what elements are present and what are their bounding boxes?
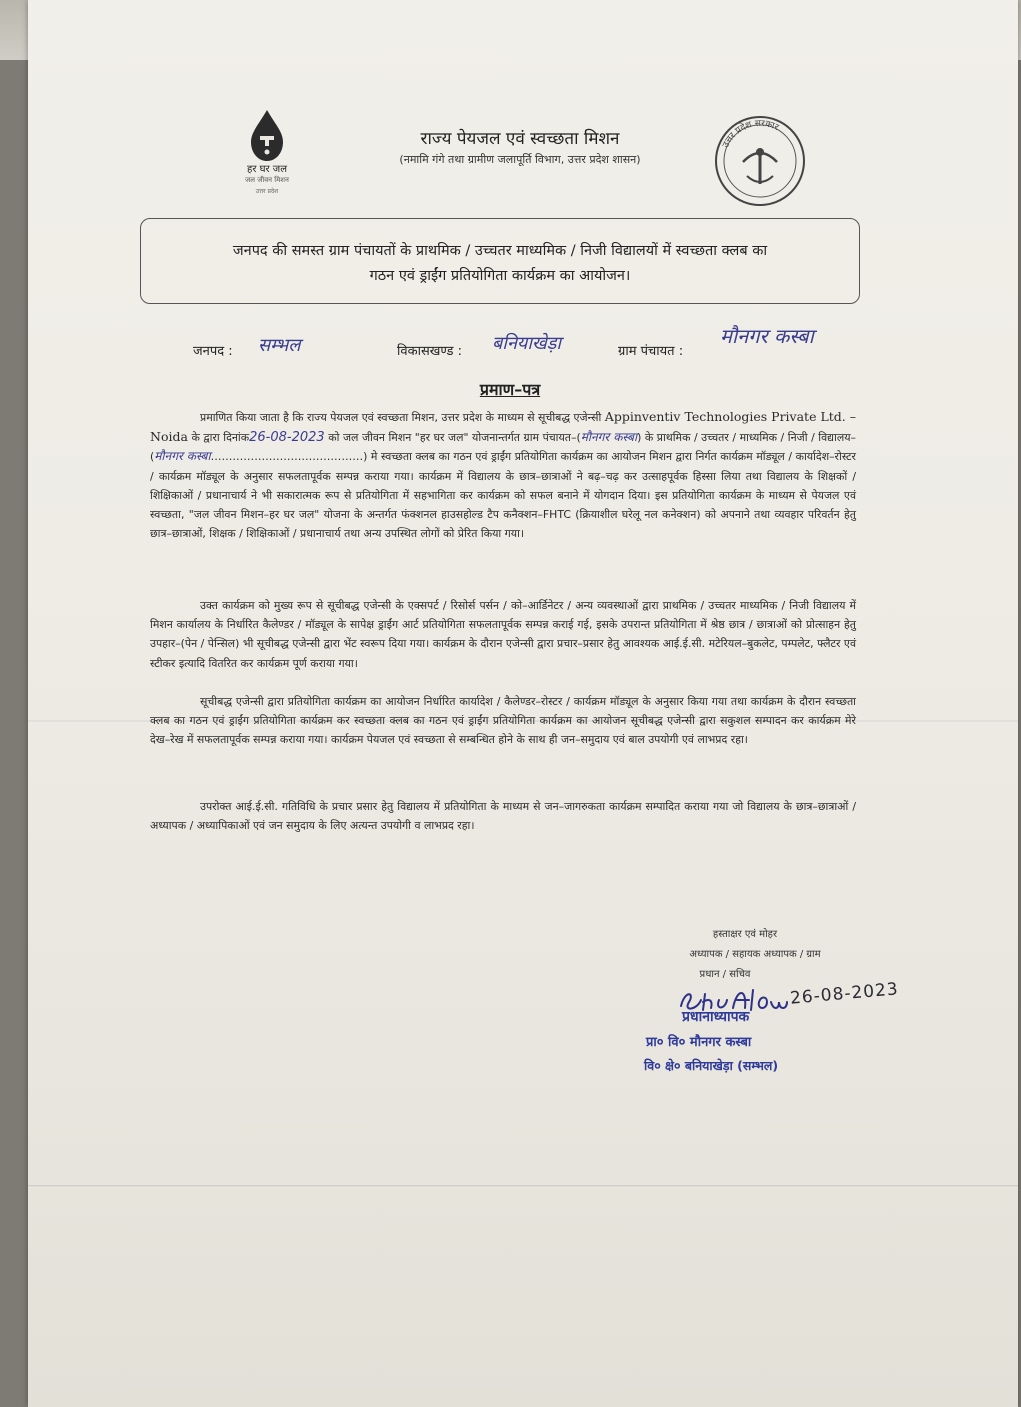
signatory-designation-2: प्रधान / सचिव bbox=[699, 969, 751, 980]
up-government-seal-icon bbox=[705, 114, 815, 209]
signature-label: हस्ताक्षर एवं मोहर bbox=[712, 929, 778, 940]
p1-text-e: ……………………………………) मे स्वच्छता क्लब का गठन एवं ड्राईंग प्रतियोगिता कार्यक्रम का आयोजन मिशन द्वारा निर्गत कार्यक्रम मॉड्यूल / कार्यादेश–रोस्टर / कार्यक्रम मॉड्यूल के अनुसार सफलतापूर्वक सम्पन्न कराया गया। कार्यक्रम में विद्यालय के छात्र–छात्राओं ने बढ़–चढ़ कर उत्साहपूर्वक हिस्सा लिया तथा विद्यालय के शिक्षकों / शिक्षिकाओं / प्रधानाचार्य ने भी सकारात्मक रूप से प्रतियोगिता में सहभागिता कर कार्यक्रम को सफल बनाने में योगदान दिया। इस प्रतियोगिता कार्यक्रम के माध्यम से पेयजल एवं स्वच्छता, "जल जीवन मिशन–हर घर जल" योजना के अन्तर्गत फंक्शनल हाउसहोल्ड टैप कनैक्शन–FHTC (क्रियाशील घरेलू नल कनेक्शन) को अपनाने तथा व्यवहार परिवर्तन हेतु छात्र–छात्राओं, शिक्षक / शिक्षिकाओं / प्रधानाचार्य तथा अन्य उपस्थित लोगों को प्रेरित किया गया। bbox=[150, 450, 856, 541]
gram-panchayat-label: ग्राम पंचायत : bbox=[618, 344, 684, 359]
logo-caption-3: उत्तर प्रदेश bbox=[255, 188, 279, 195]
signature-date: 26-08-2023 bbox=[789, 979, 900, 1009]
vikaskhand-value: बनियाखेड़ा bbox=[492, 333, 562, 354]
p1-text-a: प्रमाणित किया जाता है कि राज्य पेयजल एवं स्वच्छता मिशन, उत्तर प्रदेश के माध्यम से सूचीबद्ध एजेन्सी bbox=[200, 411, 602, 424]
p1-school-name: मौनगर कस्बा bbox=[154, 449, 211, 464]
program-date: 26-08-2023 bbox=[249, 430, 325, 446]
p1-text-d: ) के प्राथमिक / उच्चतर / माध्यमिक / निजी / विद्यालय–( bbox=[150, 431, 856, 464]
logo-caption: हर घर जल bbox=[247, 164, 287, 175]
seal-text: उत्तर प्रदेश सरकार bbox=[721, 118, 780, 150]
agency-name: Appinventiv Technologies Private Ltd. – Noida bbox=[150, 409, 856, 445]
paragraph-3 bbox=[150, 692, 856, 750]
gram-panchayat-value: मौनगर कस्बा bbox=[720, 324, 814, 348]
paragraph-2 bbox=[150, 596, 856, 673]
p3-text: सूचीबद्ध एजेन्सी द्वारा प्रतियोगिता कार्यक्रम का आयोजन निर्धारित कार्यादेश / कैलेण्डर–रोस्टर / कार्यक्रम मॉड्यूल के अनुसार किया गया तथा कार्यक्रम के दौरान स्वच्छता क्लब का गठन एवं ड्राईंग प्रतियोगिता कार्यक्रम कर स्वच्छता क्लब का गठन एवं ड्राईंग प्रतियोगिता कार्यक्रम का आयोजन सूचीबद्ध एजेन्सी द्वारा सकुशल सम्पादन कर कार्यक्रम मेरे देख–रेख में सफलतापूर्वक सम्पन्न कराया गया। कार्यक्रम पेयजल एवं स्वच्छता से सम्बन्धित होने के साथ ही जन–समुदाय एवं बाल उपयोगी एवं लाभप्रद रहा। bbox=[150, 695, 856, 747]
subject-box bbox=[140, 218, 860, 304]
p1-gram-panchayat: मौनगर कस्बा bbox=[580, 430, 638, 445]
p1-text-b: के द्वारा दिनांक bbox=[191, 431, 250, 445]
mission-title: राज्य पेयजल एवं स्वच्छता मिशन bbox=[420, 129, 620, 149]
paragraph-1 bbox=[150, 407, 856, 543]
stamp-school: प्रा० वि० मौनगर कस्बा bbox=[646, 1035, 752, 1050]
subject-line-2: गठन एवं ड्राईंग प्रतियोगिता कार्यक्रम का आयोजन। bbox=[369, 268, 631, 284]
certificate-title: प्रमाण–पत्र bbox=[479, 380, 541, 399]
water-drop-icon bbox=[247, 108, 287, 164]
mission-subtitle: (नमामि गंगे तथा ग्रामीण जलापूर्ति विभाग, उत्तर प्रदेश शासन) bbox=[399, 153, 641, 166]
stamp-designation: प्रधानाध्यापक bbox=[682, 1009, 750, 1025]
har-ghar-jal-logo bbox=[222, 108, 312, 208]
subject-line-1: जनपद की समस्त ग्राम पंचायतों के प्राथमिक / उच्चतर माध्यमिक / निजी विद्यालयों में स्वच्छता क्लब का bbox=[232, 243, 768, 259]
janpad-label: जनपद : bbox=[193, 344, 233, 359]
logo-caption-2: जल जीवन मिशन bbox=[245, 176, 289, 184]
paragraph-4 bbox=[150, 797, 856, 835]
signatory-designation: अध्यापक / सहायक अध्यापक / ग्राम bbox=[689, 949, 821, 960]
p4-text: उपरोक्त आई.ई.सी. गतिविधि के प्रचार प्रसार हेतु विद्यालय में प्रतियोगिता के माध्यम से जन–जागरुकता कार्यक्रम सम्पादित कराया गया जो विद्यालय के छात्र–छात्राओं / अध्यापक / अध्यापिकाओं एवं जन समुदाय के लिए अत्यन्त उपयोगी व लाभप्रद रहा। bbox=[150, 800, 856, 833]
paper-fold bbox=[28, 1185, 1018, 1188]
janpad-value: सम्भल bbox=[258, 335, 301, 356]
p2-text: उक्त कार्यक्रम को मुख्य रूप से सूचीबद्ध एजेन्सी के एक्सपर्ट / रिसोर्स पर्सन / को–आर्डिनेटर / अन्य व्यवस्थाओं द्वारा प्राथमिक / उच्चतर माध्यमिक / निजी विद्यालय में मिशन कार्यालय के निर्धारित कैलेण्डर / मॉड्यूल के सापेक्ष ड्राईंग आर्ट प्रतियोगिता सफलतापूर्वक सम्पन्न कराई गई, इसके उपरान्त प्रतियोगिता में श्रेष्ठ छात्र / छात्राओं को प्रोत्साहन हेतु उपहार–(पेन / पेन्सिल) भी सूचीबद्ध एजेन्सी द्वारा भेंट स्वरूप दिया गया। कार्यक्रम के दौरान एजेन्सी द्वारा प्रचार–प्रसार हेतु आवश्यक आई.ई.सी. मटेरियल–बुकलेट, पम्पलेट, फ्लैटर एवं स्टीकर इत्यादि वितरित कर कार्यक्रम पूर्ण कराया गया। bbox=[150, 599, 856, 670]
stamp-block: वि० क्षे० बनियाखेड़ा (सम्भल) bbox=[644, 1058, 779, 1073]
p1-text-c: को जल जीवन मिशन "हर घर जल" योजनान्तर्गत ग्राम पंचायत–( bbox=[328, 431, 581, 445]
vikaskhand-label: विकासखण्ड : bbox=[397, 344, 463, 359]
svg-text:उत्तर प्रदेश सरकार bbox=[721, 119, 780, 150]
